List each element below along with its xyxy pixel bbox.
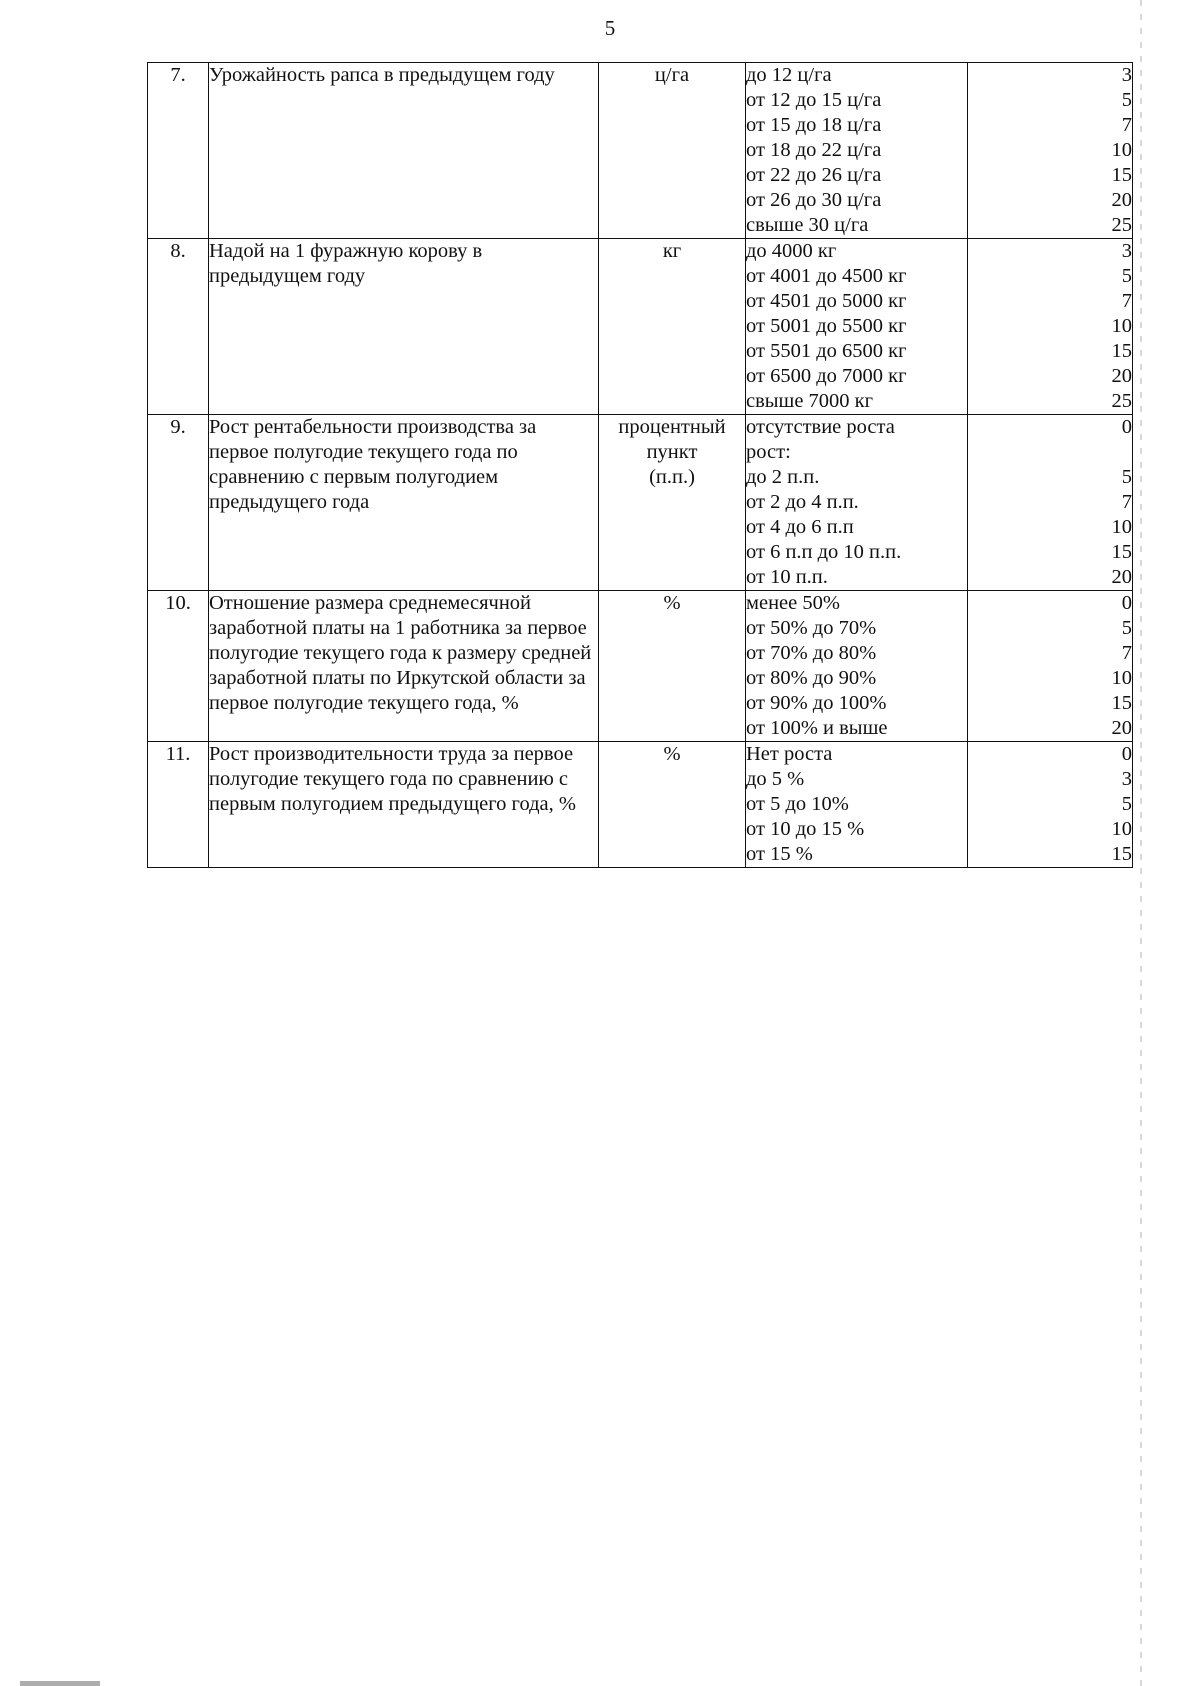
score-cell (968, 742, 1133, 868)
range-line: от 18 до 22 ц/га (746, 139, 882, 161)
score-line: 7 (1121, 491, 1132, 513)
score-line: 7 (1121, 114, 1132, 136)
range-cell (746, 742, 968, 868)
range-line: от 5001 до 5500 кг (746, 315, 907, 337)
score-line: 20 (1111, 365, 1132, 387)
unit-line: пункт (646, 441, 698, 463)
range-line: от 15 до 18 ц/га (746, 114, 882, 136)
table-row (148, 239, 1133, 415)
scan-bottom-mark (20, 1681, 100, 1686)
table-row (148, 63, 1133, 239)
score-cell (968, 591, 1133, 742)
range-line: от 4501 до 5000 кг (746, 290, 907, 312)
criterion-name: Рост рентабельности производства за первое полугодие текущего года по сравнению с первым полугодием предыдущего года (209, 415, 599, 591)
range-line: от 5 до 10% (746, 793, 849, 815)
range-line: от 2 до 4 п.п. (746, 491, 859, 513)
score-cell (968, 239, 1133, 415)
range-cell (746, 239, 968, 415)
range-line: от 4001 до 4500 кг (746, 265, 907, 287)
score-line: 5 (1121, 89, 1132, 111)
score-line: 0 (1121, 592, 1132, 614)
range-line: отсутствие роста (746, 416, 895, 438)
criterion-name: Отношение размера среднемесячной заработной платы на 1 работника за первое полугодие текущего года к размеру средней заработной платы по Иркутской области за первое полугодие текущего года, % (209, 591, 599, 742)
score-line: 15 (1111, 692, 1132, 714)
unit-cell (599, 63, 746, 239)
score-line: 7 (1121, 642, 1132, 664)
unit-cell (599, 415, 746, 591)
range-line: до 5 % (746, 768, 805, 790)
page-number: 5 (604, 16, 616, 40)
range-line: от 50% до 70% (746, 617, 877, 639)
range-line: Нет роста (746, 743, 833, 765)
score-line: 10 (1111, 818, 1132, 840)
unit-cell (599, 742, 746, 868)
unit-line: процентный (618, 416, 726, 438)
range-line: от 80% до 90% (746, 667, 877, 689)
range-line: от 70% до 80% (746, 642, 877, 664)
score-line: 5 (1121, 265, 1132, 287)
score-line: 10 (1111, 667, 1132, 689)
unit-line: (п.п.) (649, 466, 695, 488)
range-line: от 10 п.п. (746, 566, 828, 588)
range-line: от 4 до 6 п.п (746, 516, 854, 538)
range-line: от 100% и выше (746, 717, 888, 739)
range-line: до 12 ц/га (746, 64, 832, 86)
range-line: свыше 30 ц/га (746, 214, 869, 236)
score-line: 25 (1111, 390, 1132, 412)
score-line: 15 (1111, 340, 1132, 362)
score-line: 15 (1111, 541, 1132, 563)
criterion-name: Урожайность рапса в предыдущем году (209, 63, 599, 239)
score-line: 10 (1111, 516, 1132, 538)
range-line: от 12 до 15 ц/га (746, 89, 882, 111)
range-line: от 6500 до 7000 кг (746, 365, 907, 387)
score-line: 5 (1121, 466, 1132, 488)
unit-cell (599, 591, 746, 742)
score-line: 7 (1121, 290, 1132, 312)
score-line: 15 (1111, 164, 1132, 186)
range-line: от 15 % (746, 843, 813, 865)
range-line: менее 50% (746, 592, 840, 614)
unit-line: % (663, 743, 681, 765)
score-line: 15 (1111, 843, 1132, 865)
range-line: от 90% до 100% (746, 692, 887, 714)
scan-edge-artifact (1140, 0, 1142, 1686)
score-line: 3 (1121, 768, 1132, 790)
range-cell (746, 591, 968, 742)
score-line (968, 440, 1132, 465)
table-row (148, 415, 1133, 591)
range-line: от 10 до 15 % (746, 818, 865, 840)
score-line: 20 (1111, 717, 1132, 739)
score-line: 0 (1121, 416, 1132, 438)
score-line: 3 (1121, 240, 1132, 262)
range-line: до 4000 кг (746, 240, 837, 262)
score-line: 5 (1121, 793, 1132, 815)
table-row (148, 591, 1133, 742)
unit-line: ц/га (654, 64, 690, 86)
range-line: от 5501 до 6500 кг (746, 340, 907, 362)
criterion-name: Рост производительности труда за первое полугодие текущего года по сравнению с первым полугодием предыдущего года, % (209, 742, 599, 868)
criterion-name: Надой на 1 фуражную корову в предыдущем году (209, 239, 599, 415)
score-line: 25 (1111, 214, 1132, 236)
score-line: 20 (1111, 189, 1132, 211)
range-line: от 22 до 26 ц/га (746, 164, 882, 186)
range-line: от 6 п.п до 10 п.п. (746, 541, 902, 563)
range-cell (746, 415, 968, 591)
range-line: рост: (746, 441, 791, 463)
score-line: 3 (1121, 64, 1132, 86)
row-number: 8. (148, 239, 209, 415)
range-line: от 26 до 30 ц/га (746, 189, 882, 211)
score-line: 10 (1111, 315, 1132, 337)
score-line: 20 (1111, 566, 1132, 588)
row-number: 7. (148, 63, 209, 239)
range-cell (746, 63, 968, 239)
criteria-table (147, 62, 1133, 868)
table-row (148, 742, 1133, 868)
score-cell (968, 415, 1133, 591)
row-number: 9. (148, 415, 209, 591)
range-line: свыше 7000 кг (746, 390, 874, 412)
unit-line: % (663, 592, 681, 614)
range-line: до 2 п.п. (746, 466, 820, 488)
row-number: 10. (148, 591, 209, 742)
score-cell (968, 63, 1133, 239)
score-line: 10 (1111, 139, 1132, 161)
row-number: 11. (148, 742, 209, 868)
score-line: 0 (1121, 743, 1132, 765)
score-line: 5 (1121, 617, 1132, 639)
unit-cell (599, 239, 746, 415)
unit-line: кг (662, 240, 682, 262)
